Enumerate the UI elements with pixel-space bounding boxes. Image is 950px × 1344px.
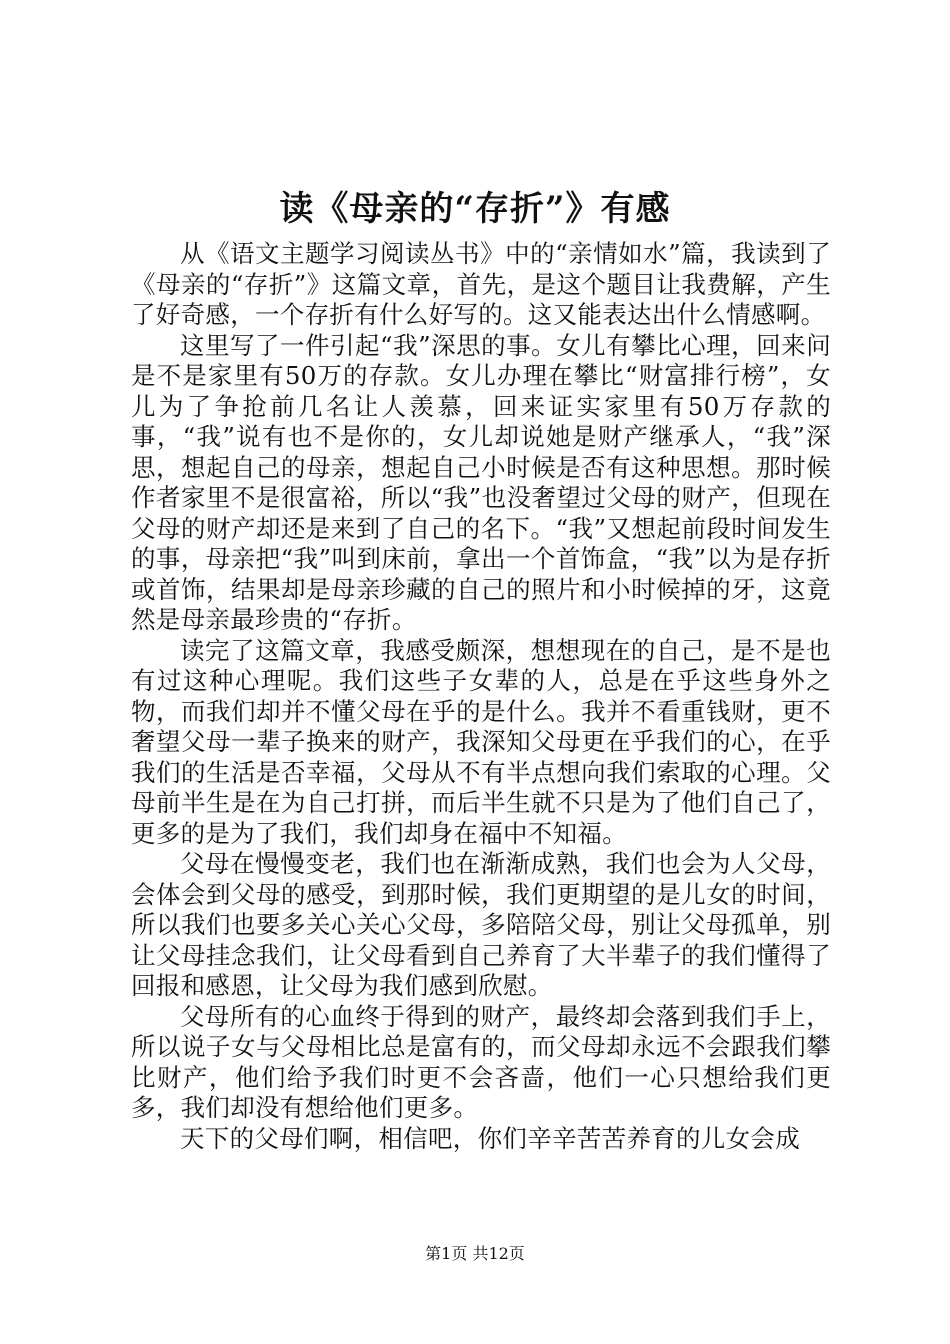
paragraph-5: 父母所有的心血终于得到的财产，最终却会落到我们手上，所以说子女与父母相比总是富有的，而父母却永远不会跟我们攀比财产，他们给予我们时更不会吝啬，他们一心只想给我们更多，我们却没有想给他们更多。	[131, 1001, 831, 1122]
document-body	[131, 239, 831, 1154]
document-title: 读《母亲的“存折”》有感	[279, 189, 671, 229]
page-number-footer: 第1页 共12页	[425, 1244, 525, 1263]
paragraph-4: 父母在慢慢变老，我们也在渐渐成熟，我们也会为人父母，会体会到父母的感受，到那时候，我们更期望的是儿女的时间，所以我们也要多关心关心父母，多陪陪父母，别让父母孤单，别让父母挂念我们，让父母看到自己养育了大半辈子的我们懂得了回报和感恩，让父母为我们感到欣慰。	[131, 849, 831, 1000]
paragraph-2: 这里写了一件引起“我”深思的事。女儿有攀比心理，回来问是不是家里有50万的存款。女儿办理在攀比“财富排行榜”，女儿为了争抢前几名让人羡慕，回来证实家里有50万存款的事，“我”说有也不是你的，女儿却说她是财产继承人，“我”深思，想起自己的母亲，想起自己小时候是否有这种思想。那时候作者家里不是很富裕，所以“我”也没奢望过父母的财产，但现在父母的财产却还是来到了自己的名下。“我”又想起前段时间发生的事，母亲把“我”叫到床前，拿出一个首饰盒，“我”以为是存折或首饰，结果却是母亲珍藏的自己的照片和小时候掉的牙，这竟然是母亲最珍贵的“存折。	[131, 330, 831, 634]
paragraph-6: 天下的父母们啊，相信吧，你们辛辛苦苦养育的儿女会成	[180, 1123, 800, 1153]
paragraph-3: 读完了这篇文章，我感受颇深，想想现在的自己，是不是也有过这种心理呢。我们这些子女辈的人，总是在乎这些身外之物，而我们却并不懂父母在乎的是什么。我并不看重钱财，更不奢望父母一辈子换来的财产，我深知父母更在乎我们的心，在乎我们的生活是否幸福，父母从不有半点想向我们索取的心理。父母前半生是在为自己打拼，而后半生就不只是为了他们自己了，更多的是为了我们，我们却身在福中不知福。	[131, 635, 831, 848]
paragraph-1: 从《语文主题学习阅读丛书》中的“亲情如水”篇，我读到了《母亲的“存折”》这篇文章，首先，是这个题目让我费解，产生了好奇感，一个存折有什么好写的。这又能表达出什么情感啊。	[131, 239, 831, 329]
